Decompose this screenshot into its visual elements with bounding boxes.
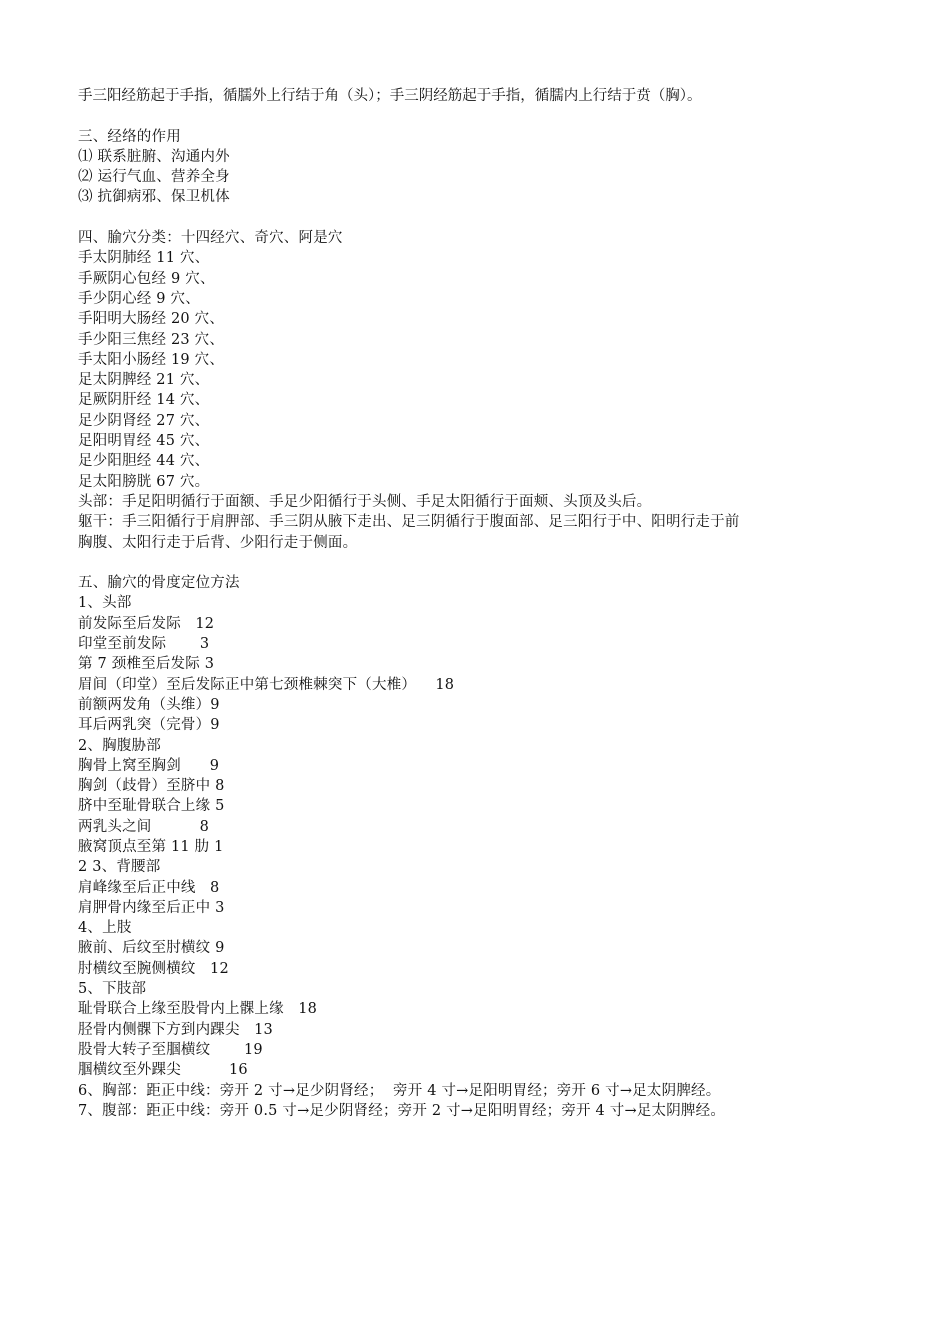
measurement-line: 脐中至耻骨联合上缘 5 — [78, 798, 225, 815]
measurement-line: 第 7 颈椎至后发际 3 — [78, 656, 215, 673]
measurement-line: 2 3、背腰部 — [78, 859, 161, 876]
measurement-line: 1、头部 — [78, 595, 132, 612]
spacer — [78, 208, 878, 228]
meridian-item: 手太阴肺经 11 穴、 — [78, 250, 210, 267]
spacer — [78, 553, 878, 573]
measurement-line: 4、上肢 — [78, 920, 132, 937]
measurement-line: 腋窝顶点至第 11 肋 1 — [78, 838, 224, 855]
section5-heading: 五、腧穴的骨度定位方法 — [78, 575, 240, 592]
measurement-line: 股骨大转子至腘横纹 19 — [78, 1041, 263, 1058]
meridian-item: 足阳明胃经 45 穴、 — [78, 433, 210, 450]
spacer — [78, 106, 878, 126]
measurement-line: 胸剑（歧骨）至脐中 8 — [78, 778, 225, 795]
measurement-line: 腘横纹至外踝尖 16 — [78, 1062, 248, 1079]
measurement-line: 胸骨上窝至胸剑 9 — [78, 757, 220, 774]
meridian-item: 手阳明大肠经 20 穴、 — [78, 311, 225, 328]
meridian-item: 足少阴肾经 27 穴、 — [78, 412, 210, 429]
section4-heading: 四、腧穴分类：十四经穴、奇穴、阿是穴 — [78, 230, 343, 247]
meridian-item: 足太阴脾经 21 穴、 — [78, 372, 210, 389]
measurement-line: 前额两发角（头维）9 — [78, 696, 220, 713]
measurement-line: 胫骨内侧髁下方到内踝尖 13 — [78, 1021, 273, 1038]
section5-list — [78, 593, 878, 1121]
measurement-line: 前发际至后发际 12 — [78, 615, 215, 632]
measurement-line: 耳后两乳突（完骨）9 — [78, 717, 220, 734]
measurement-line: 眉间（印堂）至后发际正中第七颈椎棘突下（大椎） 18 — [78, 676, 455, 693]
document-page — [78, 86, 878, 1121]
measurement-line: 肩胛骨内缘至后正中 3 — [78, 899, 225, 916]
meridian-item: 足厥阴肝经 14 穴、 — [78, 392, 210, 409]
section3-item: ⑴ 联系脏腑、沟通内外 — [78, 148, 230, 165]
measurement-line: 2、胸腹胁部 — [78, 737, 161, 754]
section3-heading: 三、经络的作用 — [78, 128, 181, 145]
measurement-line: 肩峰缘至后正中线 8 — [78, 879, 220, 896]
measurement-line: 耻骨联合上缘至股骨内上髁上缘 18 — [78, 1001, 318, 1018]
meridian-item: 手太阳小肠经 19 穴、 — [78, 351, 225, 368]
section3-item: ⑶ 抗御病邪、保卫机体 — [78, 189, 230, 206]
trunk-distribution-line2: 胸腹、太阳行走于后背、少阳行走于侧面。 — [78, 534, 358, 551]
measurement-line: 7、腹部：距正中线：旁开 0.5 寸→足少阴肾经；旁开 2 寸→足阳明胃经；旁开 4 寸→足太阴脾经。 — [78, 1102, 726, 1119]
measurement-line: 5、下肢部 — [78, 981, 147, 998]
trunk-distribution-line1: 躯干：手三阳循行于肩胛部、手三阴从腋下走出、足三阴循行于腹面部、足三阳行于中、阳明行走于前 — [78, 514, 740, 531]
meridian-item: 手厥阴心包经 9 穴、 — [78, 270, 215, 287]
measurement-line: 两乳头之间 8 — [78, 818, 210, 835]
measurement-line: 6、胸部：距正中线：旁开 2 寸→足少阴肾经； 旁开 4 寸→足阳明胃经；旁开 6 寸→足太阴脾经。 — [78, 1082, 721, 1099]
head-distribution: 头部：手足阳明循行于面额、手足少阳循行于头侧、手足太阳循行于面颊、头顶及头后。 — [78, 493, 652, 510]
measurement-line: 肘横纹至腕侧横纹 12 — [78, 960, 229, 977]
intro-paragraph: 手三阳经筋起于手指，循臑外上行结于角（头）；手三阴经筋起于手指，循臑内上行结于贲（胸）。 — [78, 88, 702, 104]
section3-item: ⑵ 运行气血、营养全身 — [78, 169, 230, 186]
meridian-item: 足少阳胆经 44 穴、 — [78, 453, 210, 470]
meridian-item: 手少阳三焦经 23 穴、 — [78, 331, 225, 348]
measurement-line: 腋前、后纹至肘横纹 9 — [78, 940, 225, 957]
measurement-line: 印堂至前发际 3 — [78, 636, 210, 653]
meridian-item: 手少阴心经 9 穴、 — [78, 290, 200, 307]
meridian-item: 足太阳膀胱 67 穴。 — [78, 473, 210, 490]
